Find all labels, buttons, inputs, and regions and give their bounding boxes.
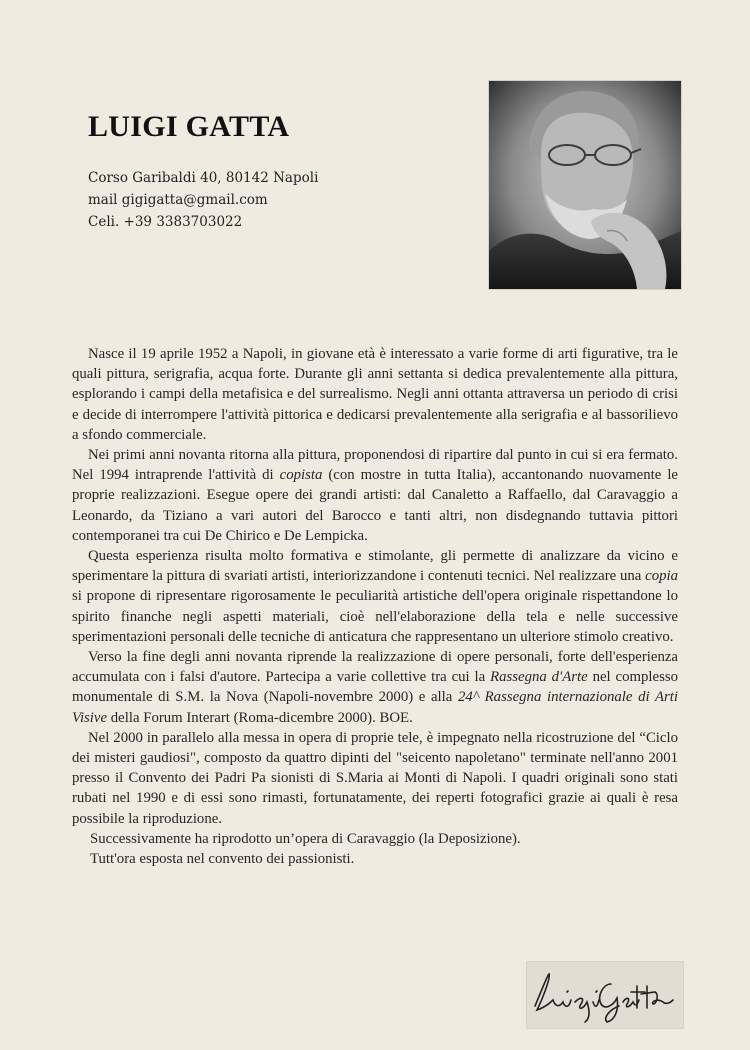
artist-name: LUIGI GATTA — [88, 110, 290, 143]
bio-paragraph: Tutt'ora esposta nel convento dei passionisti. — [90, 851, 355, 868]
portrait-photo — [488, 80, 682, 290]
email: mail gigigatta@gmail.com — [88, 192, 268, 208]
signature-image — [526, 961, 684, 1029]
bio-paragraph: Nel 2000 in parallelo alla messa in opera di proprie tele, è impegnato nella ricostruzione del “Ciclo dei misteri gaudiosi", composto da quattro dipinti del "seicento napoletano" terminate nell'anno 2001 presso il Convento dei Padri Pa sionisti di S.Maria ai Monti di Napoli. I quadri originali sono stati rubati nel 1990 e di essi sono rimasti, fortunatamente, dei reperti fotografici grazie ai quali è resa possibile la riproduzione. — [72, 729, 678, 827]
bio-paragraph: Successivamente ha riprodotto un’opera di Caravaggio (la Deposizione). — [90, 830, 521, 847]
bio-paragraph: Nei primi anni novanta ritorna alla pittura, proponendosi di ripartire dal punto in cui si era fermato. Nel 1994 intraprende l'attività di copista (con mostre in tutta Italia), accantonando nuovamente le proprie realizzazioni. Esegue opere dei grandi artisti: dal Canaletto a Raffaello, dal Caravaggio a Leonardo, da Tiziano a vari autori del Barocco e tanti altri, non disdegnando tuttavia pittori contemporanei tra cui De Chirico e De Lempicka. — [72, 447, 678, 544]
bio-paragraph: Verso la fine degli anni novanta riprende la realizzazione di opere personali, forte dell'esperienza accumulata con i falsi d'autore. Partecipa a varie collettive tra cui la Rassegna d'Arte nel complesso monumentale di S.M. la Nova (Napoli-novembre 2000) e alla 24^ Rassegna internazionale di Arti Visive della Forum Interart (Roma-dicembre 2000). BOE. — [72, 649, 678, 726]
bio-paragraph: Nasce il 19 aprile 1952 a Napoli, in giovane età è interessato a varie forme di arti figurative, tra le quali pittura, serigrafia, acqua forte. Durante gli anni settanta si dedica prevalentemente alla pittura, esplorando i campi della metafisica e del surrealismo. Negli anni ottanta attraversa un periodo di crisi e decide di interrompere l'attività pittorica e dedicarsi prevalentemente alla serigrafia e al bassorilievo a sfondo commerciale. — [72, 346, 678, 443]
bio-paragraph: Questa esperienza risulta molto formativa e stimolante, gli permette di analizzare da vicino e sperimentare la pittura di svariati artisti, interiorizzandone i contenuti tecnici. Nel realizzare una copia si propone di ripresentare rigorosamente le peculiarità artistiche dell'opera originale rispettandone lo spirito finanche negli aspetti materiali, cioè nell'elaborazione della tela e nelle successive sperimentazioni personali delle tecniche di anticatura che rappresentano un ulteriore stimolo creativo. — [72, 548, 678, 645]
biography — [72, 344, 678, 869]
phone: Celi. +39 3383703022 — [88, 214, 243, 230]
contact-info — [88, 167, 318, 233]
address: Corso Garibaldi 40, 80142 Napoli — [88, 170, 319, 186]
